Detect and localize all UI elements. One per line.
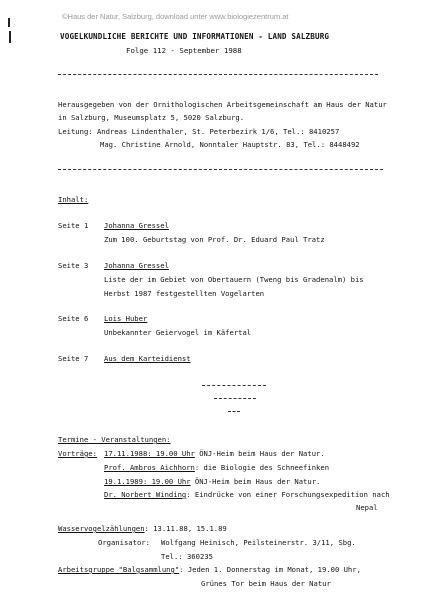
newsletter-title: VOGELKUNDLICHE BERICHTE UND INFORMATIONEN - LAND SALZBURG — [60, 32, 330, 41]
contents-author: Johanna Gressel — [104, 261, 169, 270]
lecture-text: Nepal — [356, 503, 378, 512]
contents-title: Herbst 1987 festgestellten Vogelarten — [104, 289, 265, 298]
count-label: Wasservogelzählungen — [58, 524, 145, 533]
contents-heading: Inhalt: — [58, 195, 89, 204]
lecture-text: ÖNJ-Heim beim Haus der Natur. — [190, 477, 321, 486]
group-text: Grünes Tor beim Haus der Natur — [201, 579, 331, 588]
group-label: Arbeitsgruppe "Balgsammlung" — [58, 565, 180, 574]
contents-title: Unbekannter Geiervogel im Käfertal — [104, 328, 252, 337]
contents-author: Aus dem Karteidienst — [104, 354, 191, 363]
group-entry — [58, 566, 361, 573]
lecture-text: : die Biologie des Schneefinken — [194, 463, 330, 472]
contents-title: Liste der im Gebiet von Obertauern (Tweng bis Gradenalm) bis — [104, 275, 364, 284]
lecture-entry — [104, 450, 325, 457]
divider-rule — [58, 169, 383, 170]
group-text: : Jeden 1. Donnerstag im Monat, 19.00 Uhr, — [179, 565, 361, 574]
punch-mark — [8, 18, 10, 27]
lecture-speaker: Dr. Norbert Winding — [104, 490, 187, 499]
lecture-entry — [104, 491, 390, 498]
lecture-date: 17.11.1988: 19.00 Uhr — [104, 449, 195, 458]
contents-page: Seite 6 — [58, 314, 89, 323]
separator-line — [228, 411, 240, 412]
organizer-tel: Tel.: 360235 — [161, 552, 213, 561]
lecture-date: 19.1.1989: 19.00 Uhr — [104, 477, 191, 486]
events-heading: Termine - Veranstaltungen: — [58, 435, 171, 444]
lecture-entry — [104, 478, 320, 485]
lecture-entry — [104, 464, 329, 471]
count-dates: : 13.11.88, 15.1.89 — [144, 524, 227, 533]
lecture-speaker: Prof. Ambros Aichhorn — [104, 463, 195, 472]
contents-page: Seite 7 — [58, 354, 89, 363]
organizer-label: Organisator: — [98, 538, 150, 547]
contents-author: Johanna Gressel — [104, 221, 169, 230]
organizer-name: Wolfgang Heinisch, Peilsteinerstr. 3/11, Sbg. — [161, 538, 356, 547]
publisher-line: Herausgegeben von der Ornithologischen Arbeitsgemeinschaft am Haus der Natur — [58, 100, 387, 109]
separator-line — [214, 398, 256, 399]
watermark-text: ©Haus der Natur, Salzburg, download unter www.biologiezentrum.at — [62, 12, 289, 21]
lecture-text: : Eindrücke von einer Forschungsexpedition nach — [186, 490, 390, 499]
contents-author: Lois Huber — [104, 314, 148, 323]
lectures-label: Vorträge: — [58, 449, 97, 458]
leader-line: Mag. Christine Arnold, Nonntaler Hauptstr. 83, Tel.: 8448492 — [100, 140, 360, 149]
punch-mark — [9, 31, 11, 43]
separator-line — [202, 385, 266, 386]
contents-page: Seite 1 — [58, 221, 89, 230]
count-entry — [58, 525, 227, 532]
divider-rule — [58, 74, 378, 75]
contents-title: Zum 100. Geburtstag von Prof. Dr. Eduard Paul Tratz — [104, 235, 325, 244]
leader-line: Leitung: Andreas Lindenthaler, St. Peterbezirk 1/6, Tel.: 8410257 — [58, 127, 340, 136]
issue-number: Folge 112 - September 1988 — [126, 46, 242, 55]
lecture-text: ÖNJ-Heim beim Haus der Natur. — [194, 449, 325, 458]
contents-page: Seite 3 — [58, 261, 89, 270]
publisher-line: in Salzburg, Museumsplatz 5, 5020 Salzburg. — [58, 113, 245, 122]
